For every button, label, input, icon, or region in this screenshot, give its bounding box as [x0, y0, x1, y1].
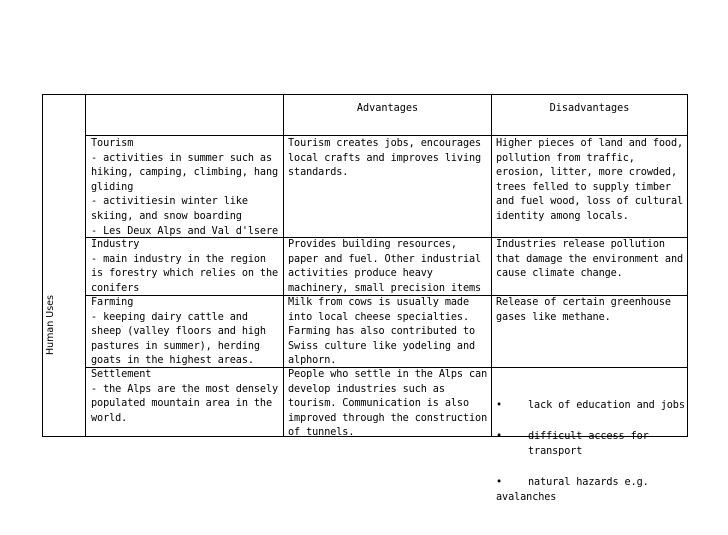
bullet-text: lack of education and jobs: [528, 400, 685, 412]
bullet-text: difficult access for transport: [528, 431, 649, 457]
disadvantages-bullet-list: [496, 385, 686, 520]
cell-advantages-farming: Milk from cows is usually made into local cheese specialties. Farming has also contributed to Swiss culture like yodeling and alphorn.: [288, 297, 476, 367]
col-divider-side: [85, 95, 86, 436]
cell-use-settlement: Settlement - the Alps are the most densely populated mountain area in the world.: [91, 369, 279, 424]
col-divider-1: [283, 95, 284, 436]
cell-disadvantages-farming: Release of certain greenhouse gases like methane.: [496, 297, 671, 323]
cell-advantages-tourism: Tourism creates jobs, encourages local crafts and improves living standards.: [288, 138, 482, 179]
bullet-icon: •: [496, 400, 503, 412]
header-advantages: Advantages: [356, 103, 419, 114]
side-label-human-uses: Human Uses: [45, 295, 56, 355]
human-uses-table: [42, 94, 688, 503]
cell-disadvantages-tourism: Higher pieces of land and food, pollution from traffic, erosion, litter, more crowded, trees felled to supply timber and fuel wood, loss of cultural identity among locals.: [496, 138, 684, 222]
header-disadvantages: Disadvantages: [549, 103, 630, 114]
col-divider-2: [491, 95, 492, 436]
bullet-icon: •: [496, 477, 503, 489]
cell-use-tourism: Tourism - activities in summer such as hiking, camping, climbing, hang gliding - activitiesin winter like skiing, and snow boarding - Les Deux Alps and Val d'lsere: [91, 138, 279, 237]
cell-advantages-industry: Provides building resources, paper and fuel. Other industrial activities produce heavy machinery, small precision items: [288, 239, 482, 294]
cell-disadvantages-industry: Industries release pollution that damage the environment and cause climate change.: [496, 239, 684, 280]
list-item: [496, 399, 686, 414]
cell-use-industry: Industry - main industry in the region is forestry which relies on the conifers: [91, 239, 279, 294]
list-item: [496, 430, 686, 459]
bullet-text: natural hazards e.g. avalanches: [496, 477, 649, 503]
cell-advantages-settlement: People who settle in the Alps can develop industries such as tourism. Communication is also improved through the construction of tunnels.: [288, 369, 488, 439]
cell-use-farming: Farming - keeping dairy cattle and sheep (valley floors and high pastures in summer), herding goats in the highest areas.: [91, 297, 266, 367]
list-item: [496, 476, 686, 505]
header-divider: [85, 135, 687, 136]
bullet-icon: •: [496, 431, 503, 443]
cell-disadvantages-settlement: [496, 370, 686, 535]
